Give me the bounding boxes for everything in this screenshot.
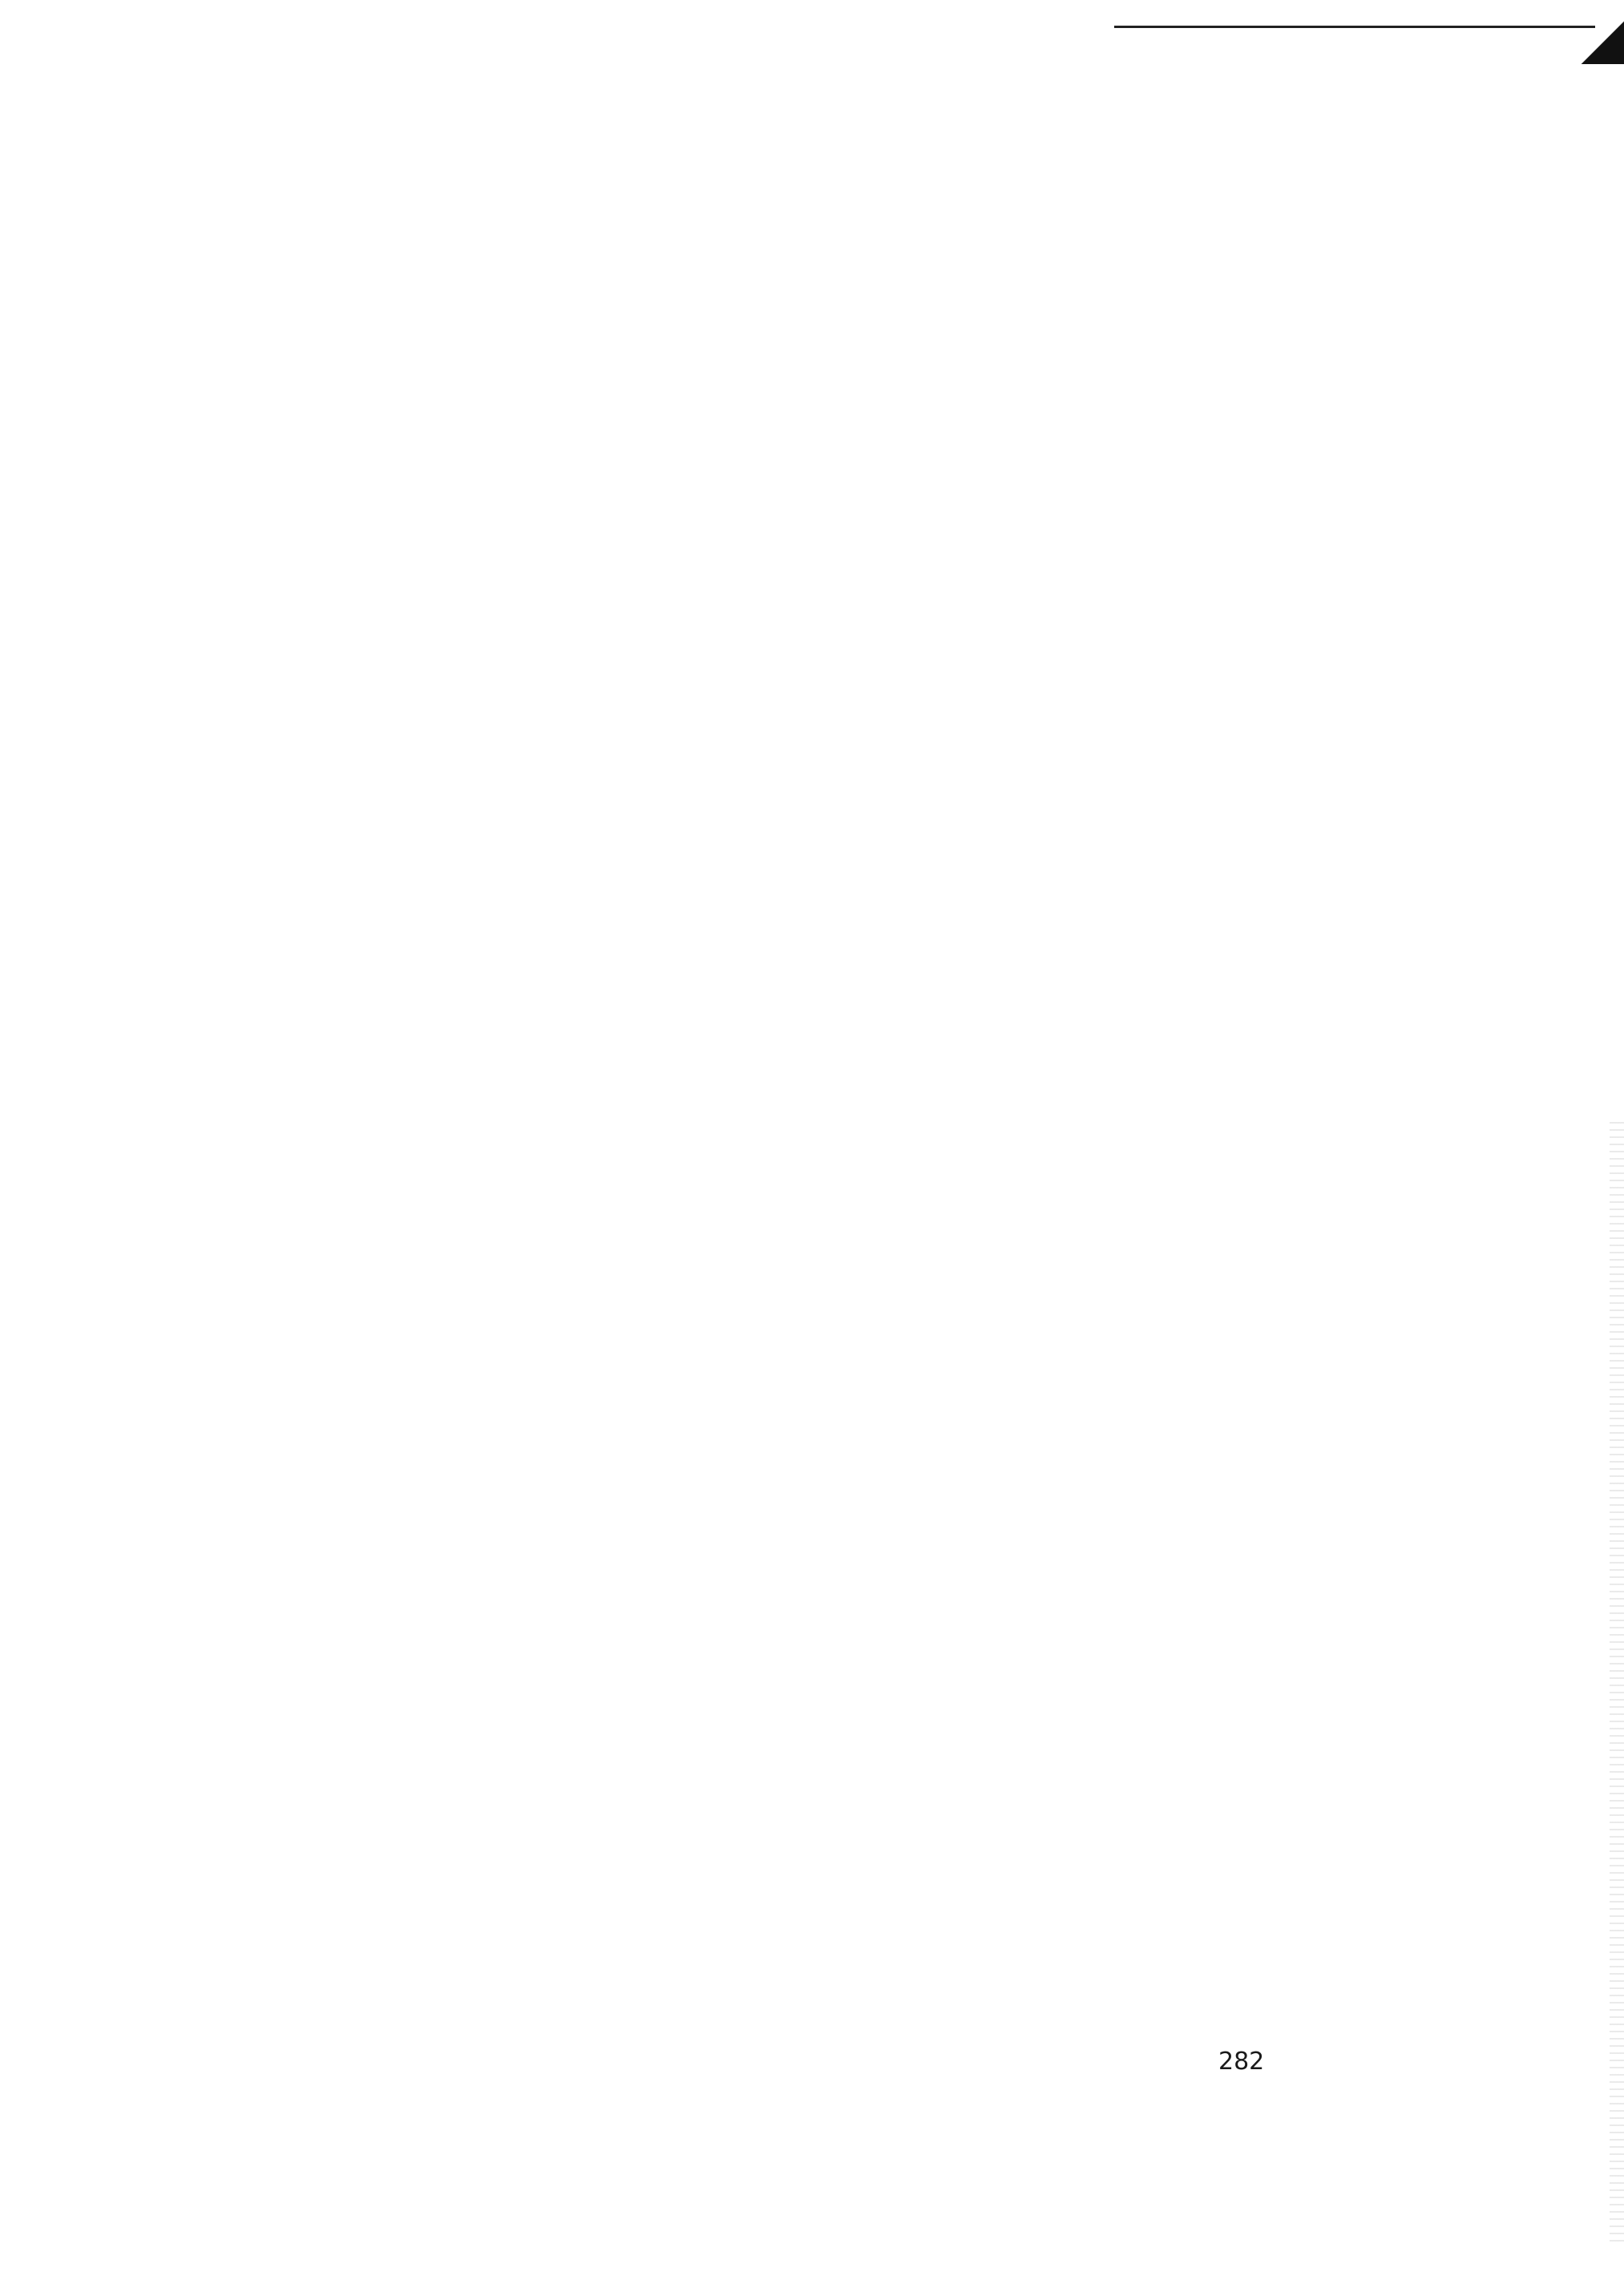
scan-edge (1610, 1122, 1624, 2244)
corner-mark (1576, 16, 1624, 64)
page-number: 282 (1218, 2048, 1265, 2076)
top-rule (1114, 26, 1595, 28)
